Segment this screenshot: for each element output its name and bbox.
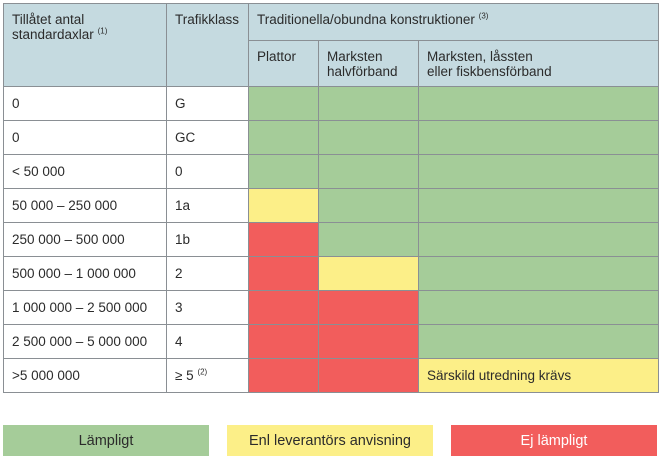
rating-cell (249, 189, 319, 223)
class-cell: 1a (167, 189, 249, 223)
axles-cell: 0 (4, 87, 167, 121)
header-traffic-class: Trafikklass (167, 4, 249, 87)
axles-cell: 2 500 000 – 5 000 000 (4, 325, 167, 359)
rating-cell (419, 325, 659, 359)
rating-cell (319, 257, 419, 291)
table-row (4, 257, 659, 291)
special-investigation-cell: Särskild utredning krävs (419, 359, 659, 393)
rating-cell (249, 291, 319, 325)
rating-cell (249, 87, 319, 121)
class-cell: 3 (167, 291, 249, 325)
class-cell: ≥ 5 $^{(2)}$ (167, 359, 249, 393)
rating-cell (419, 189, 659, 223)
rating-cell (419, 121, 659, 155)
rating-cell (319, 325, 419, 359)
header-plattor: Plattor (249, 41, 319, 87)
axles-cell: 1 000 000 – 2 500 000 (4, 291, 167, 325)
class-cell: 4 (167, 325, 249, 359)
class-cell: G (167, 87, 249, 121)
header-construction-group: Traditionella/obundna konstruktioner $^{(3)}$ (249, 4, 659, 41)
rating-cell (249, 325, 319, 359)
header-marksten-halvforband: Marksten halvförband (319, 41, 419, 87)
table-row (4, 189, 659, 223)
header-axles: Tillåtet antal standardaxlar $^{(1)}$ (4, 4, 167, 87)
rating-cell (249, 121, 319, 155)
rating-cell (249, 223, 319, 257)
legend-suitable: Lämpligt (3, 425, 209, 456)
table-row (4, 87, 659, 121)
rating-cell (419, 87, 659, 121)
rating-cell (419, 257, 659, 291)
axles-cell: >5 000 000 (4, 359, 167, 393)
rating-cell (249, 257, 319, 291)
rating-cell (319, 359, 419, 393)
suitability-table (3, 3, 659, 393)
table-row (4, 291, 659, 325)
table-row (4, 359, 659, 393)
class-cell: 0 (167, 155, 249, 189)
rating-cell (319, 223, 419, 257)
rating-cell (319, 121, 419, 155)
legend-per-supplier: Enl leverantörs anvisning (227, 425, 433, 456)
header-marksten-lasst: Marksten, låssten eller fiskbensförband (419, 41, 659, 87)
rating-cell (419, 155, 659, 189)
rating-cell (419, 291, 659, 325)
rating-cell (319, 155, 419, 189)
axles-cell: 50 000 – 250 000 (4, 189, 167, 223)
rating-cell (319, 87, 419, 121)
rating-cell (319, 189, 419, 223)
rating-cell (249, 359, 319, 393)
legend-unsuitable: Ej lämpligt (451, 425, 657, 456)
table-row (4, 325, 659, 359)
axles-cell: 500 000 – 1 000 000 (4, 257, 167, 291)
rating-cell (319, 291, 419, 325)
axles-cell: 250 000 – 500 000 (4, 223, 167, 257)
table-row (4, 155, 659, 189)
table-row (4, 121, 659, 155)
axles-cell: 0 (4, 121, 167, 155)
axles-cell: < 50 000 (4, 155, 167, 189)
rating-cell (419, 223, 659, 257)
class-cell: GC (167, 121, 249, 155)
class-cell: 1b (167, 223, 249, 257)
table-row (4, 223, 659, 257)
rating-cell (249, 155, 319, 189)
class-cell: 2 (167, 257, 249, 291)
